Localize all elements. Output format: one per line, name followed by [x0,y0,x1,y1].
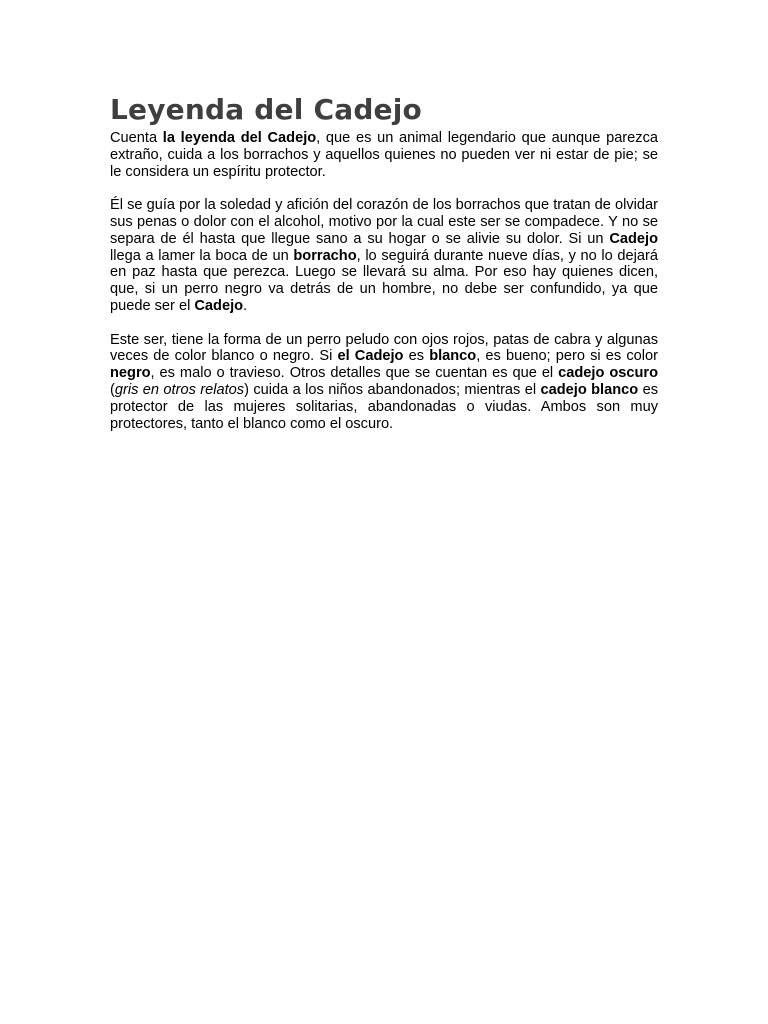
text-run: . [243,297,248,314]
text-run: , lo seguirá durante nueve días, y no lo dejará en paz hasta que perezca. Luego se llevará su alma. Por eso hay quienes dicen, que, si un perro negro va detrás de un hombre, no debe ser confundido, ya que puede ser el [110,247,658,314]
bold-text: blanco [429,348,477,365]
text-run: , es malo o travieso. Otros detalles que se cuentan es que el [150,365,559,382]
text-run: llega a lamer la boca de un [110,247,294,264]
bold-text: cadejo blanco [540,381,639,398]
text-run: es [403,348,430,365]
bold-text: Cadejo [609,230,658,247]
text-run: es protector de las mujeres solitarias, abandonadas o viudas. Ambos son muy protectores, tanto el blanco como el oscuro. [110,381,658,432]
bold-text: borracho [293,247,357,264]
bold-text: el Cadejo [337,348,404,365]
bold-text: cadejo oscuro [558,365,658,382]
italic-text: gris en otros relatos [114,381,245,398]
bold-text: negro [110,365,151,382]
document-page [110,92,658,449]
paragraph [110,332,658,433]
text-run: Él se guía por la soledad y afición del corazón de los borrachos que tratan de olvidar sus penas o dolor con el alcohol, motivo por la cual este ser se compadece. Y no se separa de él hasta que llegue sano a su hogar o se alivie su dolor. Si un [110,197,658,247]
text-run: ( [110,381,115,398]
bold-text: Cadejo [194,297,244,314]
text-run: ) cuida a los niños abandonados; mientras el [244,381,541,398]
text-run: , es bueno; pero si es color [476,348,658,365]
document-title: Leyenda del Cadejo [110,93,422,126]
paragraph [110,197,658,315]
bold-text: la leyenda del Cadejo [162,130,317,146]
text-run: Este ser, tiene la forma de un perro peludo con ojos rojos, patas de cabra y algunas veces de color blanco o negro. Si [110,331,658,365]
text-run: , que es un animal legendario que aunque parezca extraño, cuida a los borrachos y aquellos quienes no pueden ver ni estar de pie; se le considera un espíritu protector. [110,130,658,180]
text-run: Cuenta [110,130,163,146]
paragraph [110,130,658,180]
